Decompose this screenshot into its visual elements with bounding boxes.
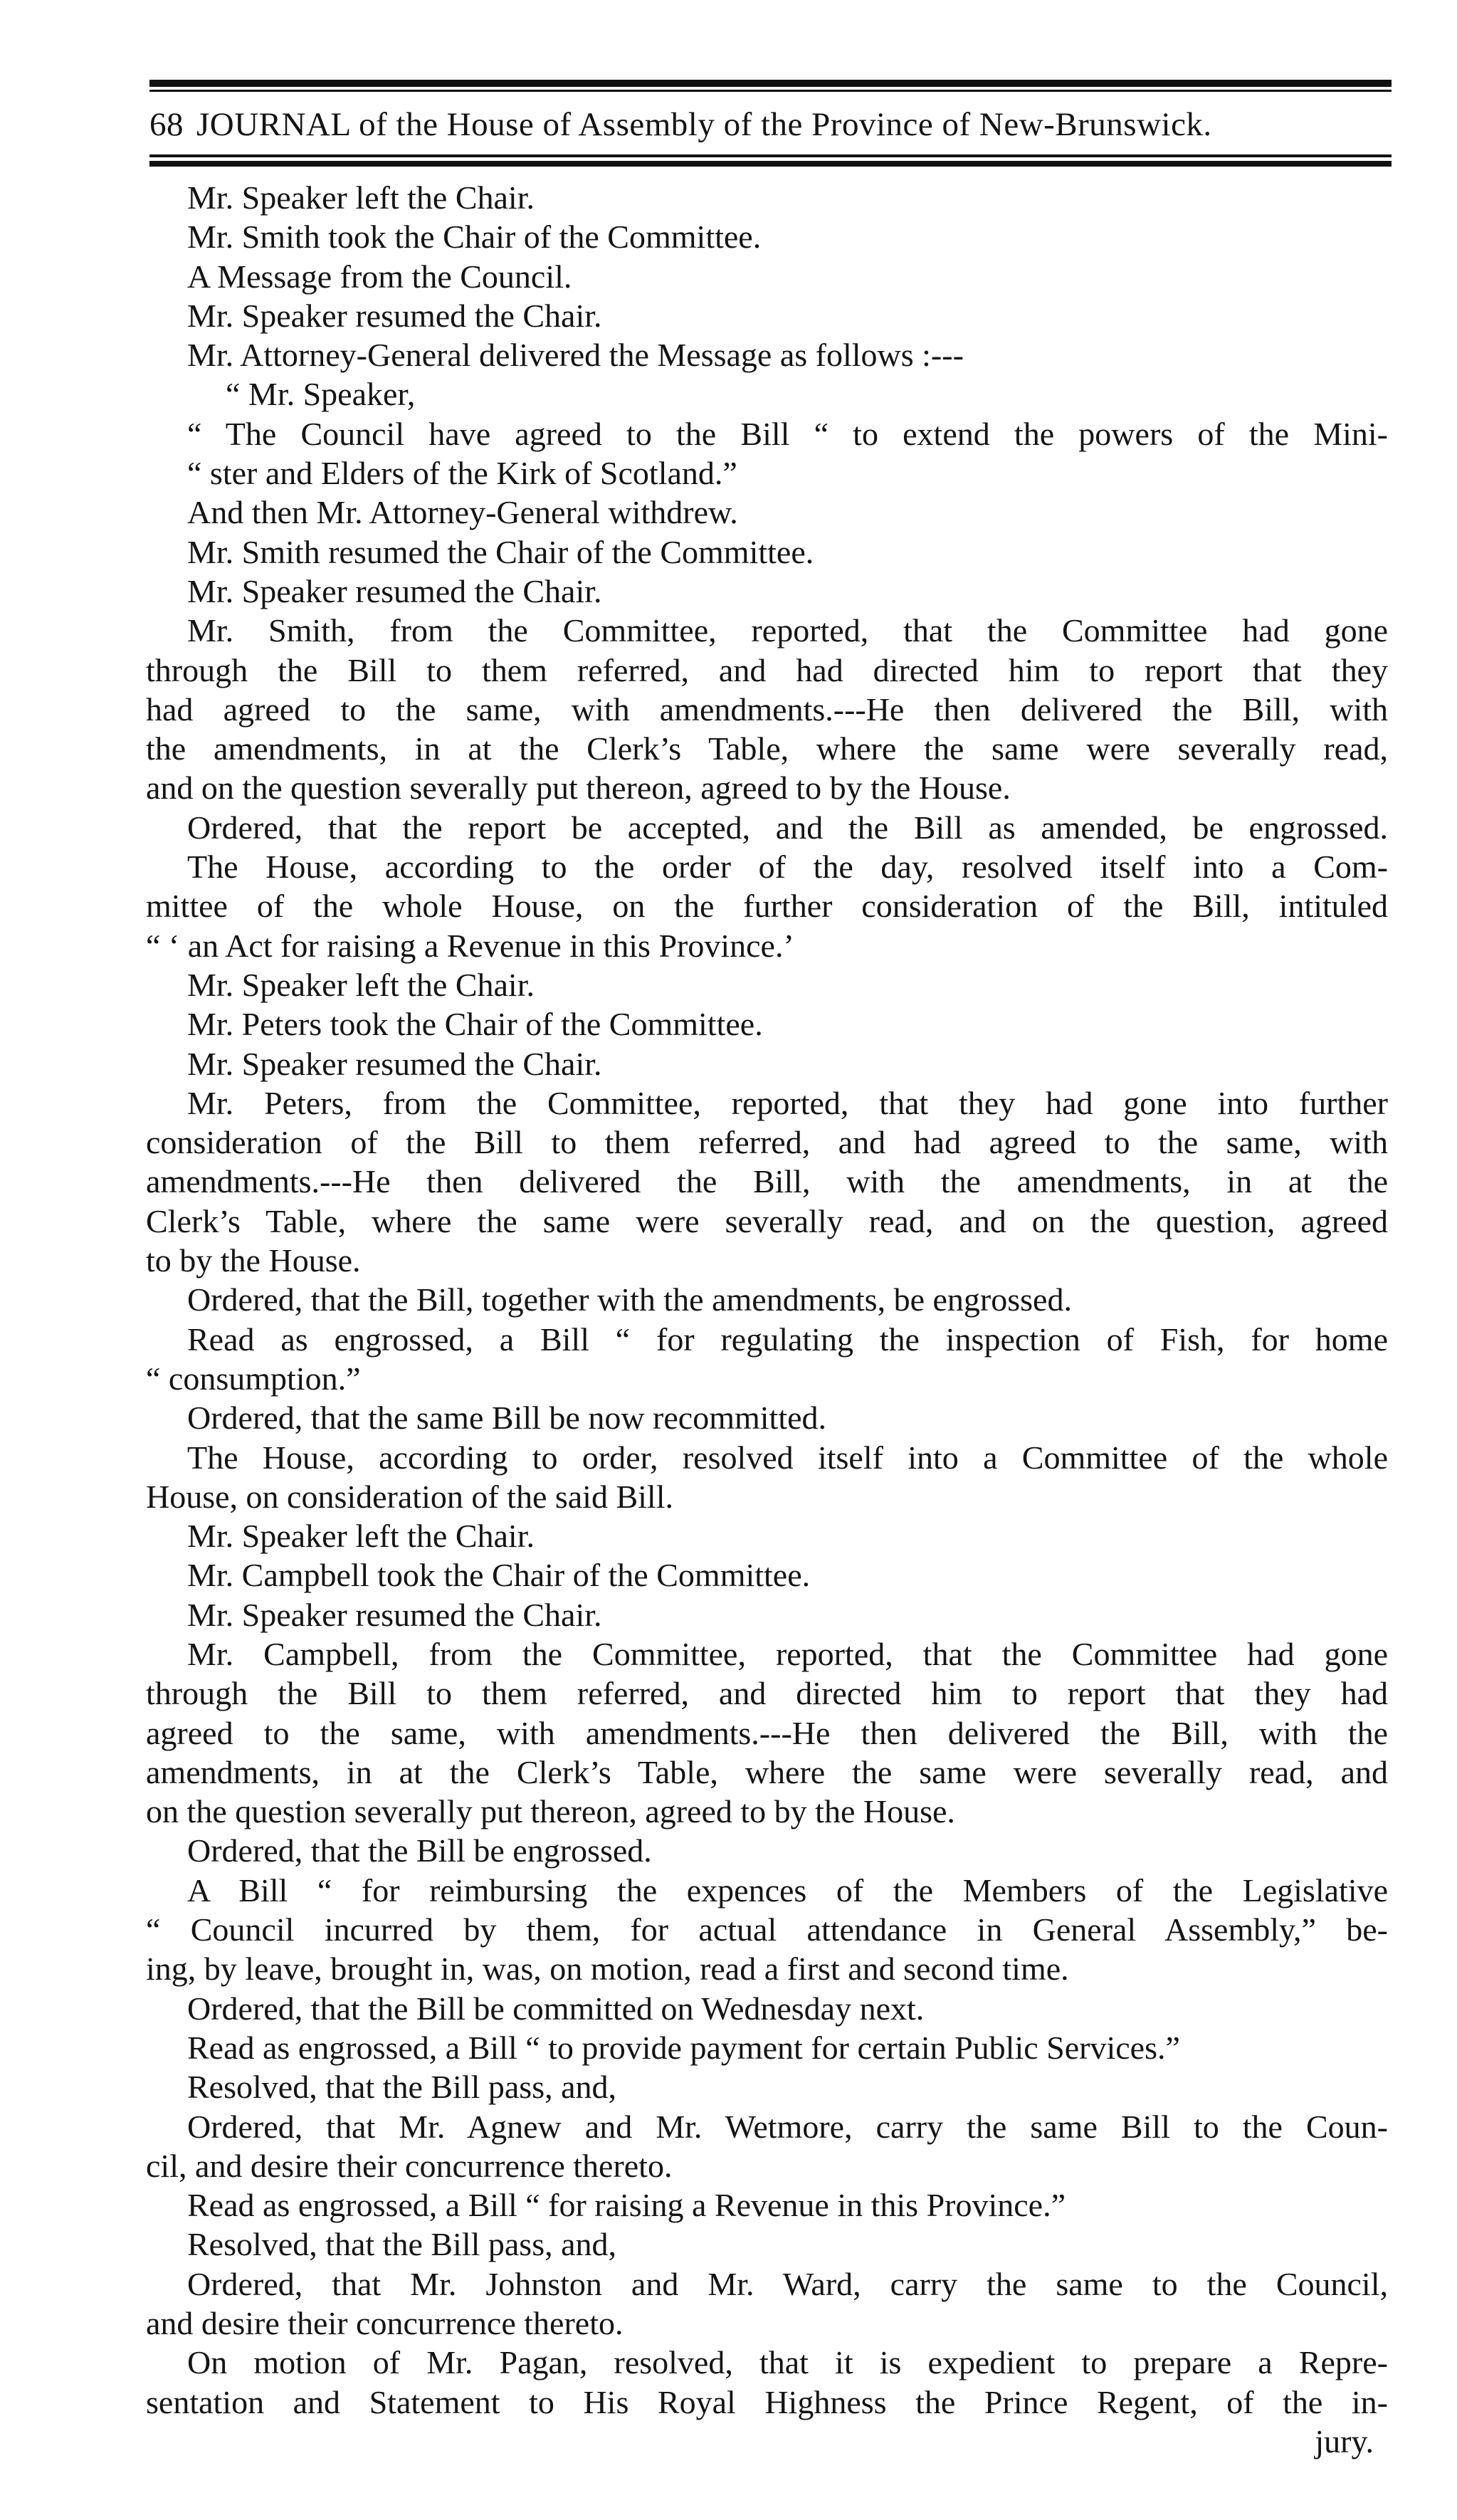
text-line: mittee of the whole House, on the further consideration of the Bill, intituled <box>146 888 1388 925</box>
text-line: “ ‘ an Act for raising a Revenue in this Province.’ <box>146 927 794 964</box>
text-line: the amendments, in at the Clerk’s Table, where the same were severally read, <box>146 730 1388 767</box>
text-line: The House, according to order, resolved itself into a Committee of the whole <box>187 1439 1388 1476</box>
text-line: through the Bill to them referred, and had directed him to report that they <box>146 651 1388 688</box>
header-rule-bottom-thin <box>149 154 1392 157</box>
text-line: Ordered, that the Bill, together with the amendments, be engrossed. <box>187 1281 1072 1318</box>
text-line: Ordered, that the Bill be engrossed. <box>187 1832 652 1869</box>
text-line: Clerk’s Table, where the same were severally read, and on the question, agreed <box>146 1202 1388 1239</box>
text-line: cil, and desire their concurrence thereto. <box>146 2147 673 2184</box>
text-line: had agreed to the same, with amendments.---He then delivered the Bill, with <box>146 691 1388 728</box>
text-line: and on the question severally put thereon, agreed to by the House. <box>146 770 1011 807</box>
text-line: Mr. Speaker resumed the Chair. <box>187 1045 602 1082</box>
catchword: jury. <box>1315 2422 1374 2459</box>
text-line: Mr. Speaker left the Chair. <box>187 179 535 216</box>
text-line: Mr. Peters took the Chair of the Committee. <box>187 1006 763 1043</box>
text-line: Mr. Speaker resumed the Chair. <box>187 572 602 609</box>
text-line: Mr. Speaker left the Chair. <box>187 966 535 1003</box>
text-line: ing, by leave, brought in, was, on motion, read a first and second time. <box>146 1951 1069 1988</box>
text-line: Mr. Attorney-General delivered the Message as follows :--- <box>187 337 964 374</box>
text-line: Mr. Speaker left the Chair. <box>187 1518 535 1555</box>
text-line: Read as engrossed, a Bill “ for regulating the inspection of Fish, for home <box>187 1321 1388 1358</box>
text-line: Ordered, that the report be accepted, and the Bill as amended, be engrossed. <box>187 809 1388 846</box>
text-line: Mr. Speaker resumed the Chair. <box>187 297 602 334</box>
text-line: Read as engrossed, a Bill “ to provide payment for certain Public Services.” <box>187 2029 1180 2066</box>
text-line: “ Council incurred by them, for actual attendance in General Assembly,” be- <box>146 1911 1388 1948</box>
text-line: amendments, in at the Clerk’s Table, where the same were severally read, and <box>146 1753 1388 1790</box>
text-line: on the question severally put thereon, agreed to by the House. <box>146 1793 955 1830</box>
text-line: Mr. Campbell took the Chair of the Committee. <box>187 1557 811 1594</box>
page-number: 68 <box>149 106 184 143</box>
text-line: House, on consideration of the said Bill. <box>146 1478 673 1515</box>
text-line: agreed to the same, with amendments.---He then delivered the Bill, with the <box>146 1714 1388 1751</box>
text-line: sentation and Statement to His Royal Highness the Prince Regent, of the in- <box>146 2383 1388 2420</box>
text-line: Mr. Smith, from the Committee, reported, that the Committee had gone <box>187 612 1388 649</box>
text-line: Ordered, that Mr. Johnston and Mr. Ward, carry the same to the Council, <box>187 2265 1388 2302</box>
header-rule-top-thin <box>149 90 1392 92</box>
text-line: Mr. Peters, from the Committee, reported, that they had gone into further <box>187 1084 1388 1121</box>
text-line: and desire their concurrence thereto. <box>146 2305 624 2342</box>
text-line: “ ster and Elders of the Kirk of Scotland.” <box>187 455 737 492</box>
text-line: Ordered, that the Bill be committed on Wednesday next. <box>187 1990 925 2027</box>
text-line: On motion of Mr. Pagan, resolved, that it is expedient to prepare a Repre- <box>187 2344 1388 2381</box>
text-line: “ Mr. Speaker, <box>226 376 416 413</box>
text-line: Mr. Smith took the Chair of the Committee. <box>187 219 762 256</box>
text-line: The House, according to the order of the day, resolved itself into a Com- <box>187 849 1388 886</box>
text-line: Resolved, that the Bill pass, and, <box>187 2069 617 2106</box>
header-rule-top-thick <box>149 80 1392 87</box>
journal-body-text <box>146 178 1388 2461</box>
running-head <box>149 98 1392 151</box>
text-line: “ consumption.” <box>146 1360 361 1397</box>
text-line: to by the House. <box>146 1242 361 1279</box>
text-line: Mr. Smith resumed the Chair of the Committee. <box>187 533 814 570</box>
text-line: Ordered, that the same Bill be now recommitted. <box>187 1400 827 1437</box>
text-line: amendments.---He then delivered the Bill, with the amendments, in at the <box>146 1163 1388 1200</box>
text-line: “ The Council have agreed to the Bill “ to extend the powers of the Mini- <box>187 415 1388 452</box>
text-line: through the Bill to them referred, and directed him to report that they had <box>146 1675 1388 1712</box>
text-line: Mr. Speaker resumed the Chair. <box>187 1596 602 1633</box>
text-line: Resolved, that the Bill pass, and, <box>187 2226 617 2263</box>
text-line: Read as engrossed, a Bill “ for raising a Revenue in this Province.” <box>187 2187 1066 2224</box>
text-line: And then Mr. Attorney-General withdrew. <box>187 494 738 531</box>
text-line: A Message from the Council. <box>187 258 572 295</box>
text-line: Mr. Campbell, from the Committee, reported, that the Committee had gone <box>187 1635 1388 1672</box>
text-line: Ordered, that Mr. Agnew and Mr. Wetmore, carry the same Bill to the Coun- <box>187 2108 1388 2145</box>
header-rule-bottom-thick <box>149 161 1392 167</box>
text-line: consideration of the Bill to them referred, and had agreed to the same, with <box>146 1124 1388 1161</box>
journal-title: JOURNAL of the House of Assembly of the Province of New-Brunswick. <box>196 106 1212 143</box>
text-line: A Bill “ for reimbursing the expences of the Members of the Legislative <box>187 1871 1388 1909</box>
